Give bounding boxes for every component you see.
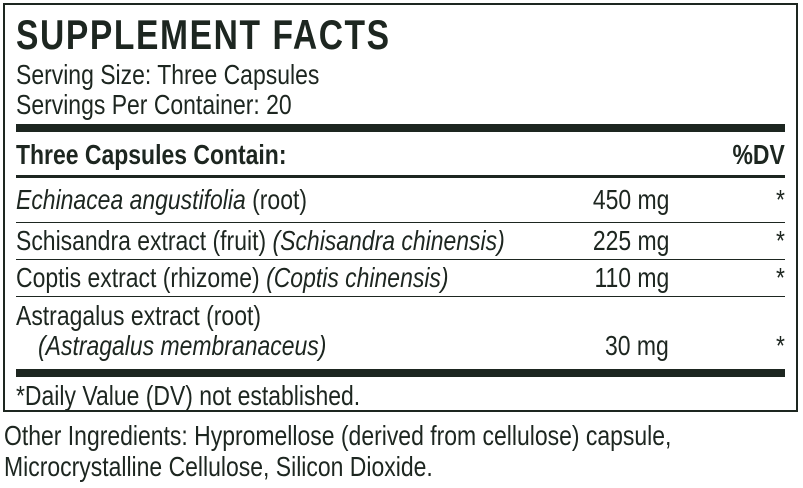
amount-value: 110 mg (594, 262, 669, 293)
amount-value: 225 mg (592, 225, 669, 256)
panel-title (16, 11, 785, 58)
other-ingredients-line1: Other Ingredients: Hypromellose (derived from cellulose) capsule, (4, 420, 672, 451)
contain-label: Three Capsules Contain: (16, 139, 287, 170)
amount-value: 450 mg (592, 184, 669, 215)
ingredient-name: Echinacea angustifolia (root) (16, 184, 308, 215)
dv-value: * (776, 225, 785, 256)
dv-column-label: %DV (732, 139, 785, 170)
other-ingredients-line2: Microcrystalline Cellulose, Silicon Dioxide. (4, 451, 433, 482)
panel-title-text: SUPPLEMENT FACTS (16, 11, 391, 58)
supplement-facts-panel (3, 3, 798, 412)
ingredient-name: Schisandra extract (fruit) (Schisandra chinensis) (16, 225, 505, 256)
ingredient-row-coptis (16, 259, 785, 296)
ingredient-row-schisandra (16, 222, 785, 259)
table-header-row (16, 132, 785, 178)
other-ingredients (4, 420, 799, 482)
divider-bar-bottom (16, 369, 785, 377)
ingredient-name: Coptis extract (rhizome) (Coptis chinensis) (16, 262, 449, 293)
ingredient-row-echinacea (16, 178, 785, 222)
dv-value: * (776, 330, 785, 361)
dv-value: * (776, 184, 785, 215)
ingredient-row-astragalus (16, 296, 785, 369)
ingredient-name: Astragalus extract (root) (Astragalus membranaceus) (16, 300, 327, 361)
dv-footnote: *Daily Value (DV) not established. (16, 380, 361, 411)
serving-size: Serving Size: Three Capsules (16, 59, 320, 90)
dv-value: * (776, 262, 785, 293)
servings-per-container: Servings Per Container: 20 (16, 89, 292, 120)
serving-info (16, 60, 785, 120)
amount-value: 30 mg (605, 330, 669, 361)
divider-bar-top (16, 124, 785, 132)
